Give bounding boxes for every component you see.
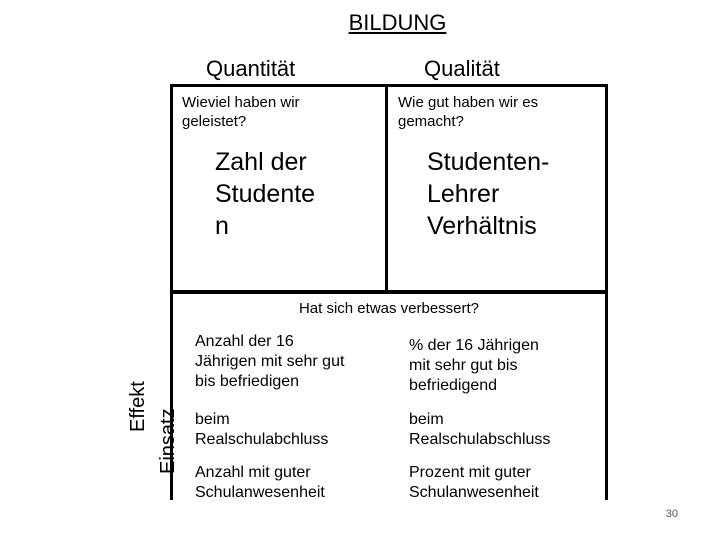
- column-heading-quality: Qualität: [424, 56, 500, 81]
- row-3-left: [195, 463, 385, 498]
- cell-line: Realschulabchluss: [195, 431, 329, 448]
- row-3-right: [409, 463, 599, 498]
- quality-question-line: Wie gut haben wir es: [398, 94, 539, 111]
- cell-line: befriedigend: [409, 377, 498, 394]
- quality-question: [398, 93, 538, 131]
- quantity-measure: [215, 146, 315, 242]
- slide-title: BILDUNG: [348, 10, 447, 35]
- side-label-effort: Einsatz: [157, 408, 179, 474]
- quality-measure-line: Verhältnis: [427, 212, 537, 240]
- row-1-left: [195, 332, 344, 392]
- row-2-right: [409, 410, 550, 450]
- quality-question-line: gemacht?: [398, 113, 464, 130]
- column-heading-quantity: Quantität: [206, 56, 296, 81]
- quality-measure-line: Lehrer: [427, 180, 500, 208]
- cell-line: Anzahl mit guter: [195, 464, 311, 481]
- quadrant-divider-vertical: [385, 87, 388, 290]
- row-2-left: [195, 410, 328, 450]
- quantity-question-line: Wieviel haben wir: [182, 94, 300, 111]
- quadrant-divider-horizontal: [170, 290, 608, 294]
- cell-line: Prozent mit guter: [409, 464, 531, 481]
- cell-line: Realschulabschluss: [409, 431, 551, 448]
- cell-line: Schulanwesenheit: [195, 484, 325, 498]
- row-1-right: [409, 336, 539, 396]
- quantity-question-line: geleistet?: [182, 113, 247, 130]
- cell-line: Schulanwesenheit: [409, 484, 539, 498]
- cell-line: mit sehr gut bis: [409, 357, 518, 374]
- quantity-measure-line: Studente: [215, 180, 316, 208]
- cell-line: Anzahl der 16: [195, 333, 294, 350]
- quantity-question: [182, 93, 300, 131]
- quality-measure-line: Studenten-: [427, 148, 550, 176]
- quantity-measure-line: Zahl der: [215, 148, 307, 176]
- cell-line: beim: [195, 411, 230, 428]
- cell-line: Jährigen mit sehr gut: [195, 353, 345, 370]
- cell-line: bis befriedigen: [195, 373, 300, 390]
- page-number: 30: [665, 508, 678, 520]
- side-label-effect: Effekt: [127, 381, 149, 432]
- cell-line: % der 16 Jährigen: [409, 337, 539, 354]
- quantity-measure-line: n: [215, 212, 229, 240]
- cell-line: beim: [409, 411, 444, 428]
- improvement-question: Hat sich etwas verbessert?: [298, 300, 480, 317]
- quality-measure: [427, 146, 549, 242]
